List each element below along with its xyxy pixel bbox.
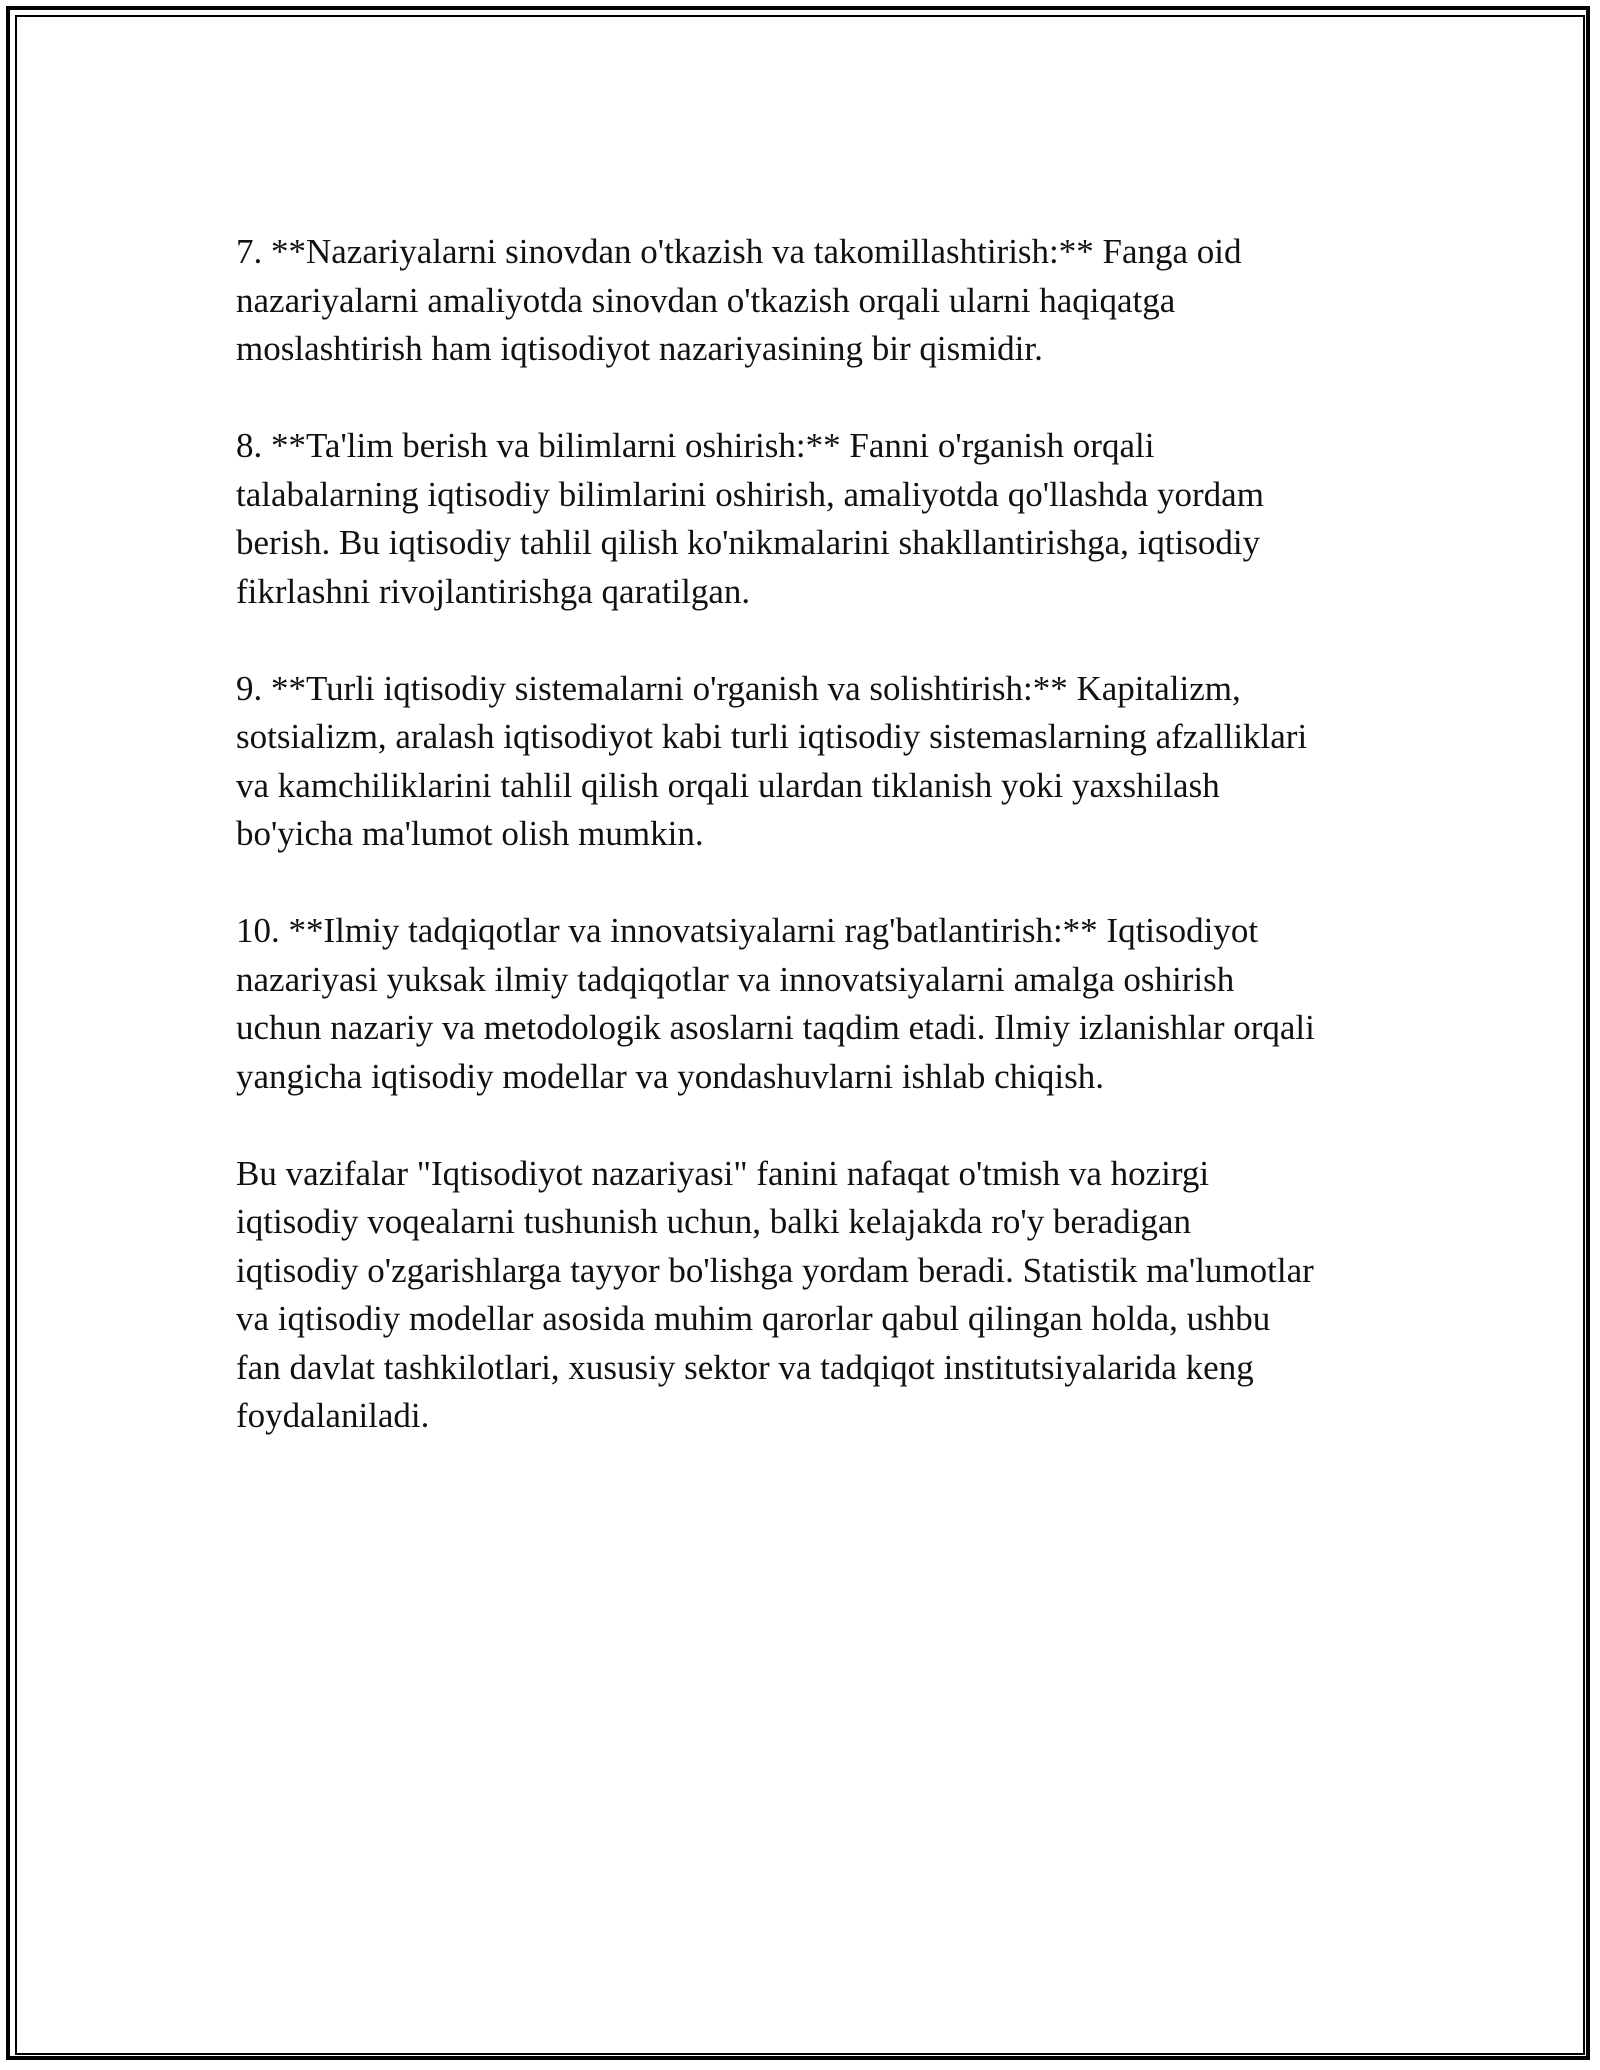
paragraph-item-8: 8. **Ta'lim berish va bilimlarni oshirish:** Fanni o'rganish orqali talabalarning iqtisodiy bilimlarini oshirish, amaliyotda qo'llashda yordam berish. Bu iqtisodiy tahlil qilish ko'nikmalarini shakllantirishga, iqtisodiy fikrlashni rivojlantirishga qaratilgan.	[236, 426, 1264, 611]
paragraph-conclusion: Bu vazifalar "Iqtisodiyot nazariyasi" fanini nafaqat o'tmish va hozirgi iqtisodiy voqealarni tushunish uchun, balki kelajakda ro'y beradigan iqtisodiy o'zgarishlarga tayyor bo'lishga yordam beradi. Statistik ma'lumotlar va iqtisodiy modellar asosida muhim qarorlar qabul qilingan holda, ushbu fan davlat tashkilotlari, xususiy sektor va tadqiqot institutsiyalarida keng foydalaniladi.	[236, 1153, 1314, 1435]
document-body	[236, 228, 1386, 1441]
paragraph-item-9: 9. **Turli iqtisodiy sistemalarni o'rganish va solishtirish:** Kapitalizm, sotsializm, aralash iqtisodiyot kabi turli iqtisodiy sistemaslarning afzalliklari va kamchiliklarini tahlil qilish orqali ulardan tiklanish yoki yaxshilash bo'yicha ma'lumot olish mumkin.	[236, 668, 1308, 853]
paragraph-item-7: 7. **Nazariyalarni sinovdan o'tkazish va takomillashtirish:** Fanga oid nazariyalarni amaliyotda sinovdan o'tkazish orqali ularni haqiqatga moslashtirish ham iqtisodiyot nazariyasining bir qismidir.	[236, 232, 1242, 368]
paragraph-item-10: 10. **Ilmiy tadqiqotlar va innovatsiyalarni rag'batlantirish:** Iqtisodiyot nazariyasi yuksak ilmiy tadqiqotlar va innovatsiyalarni amalga oshirish uchun nazariy va metodologik asoslarni taqdim etadi. Ilmiy izlanishlar orqali yangicha iqtisodiy modellar va yondashuvlarni ishlab chiqish.	[236, 911, 1315, 1096]
